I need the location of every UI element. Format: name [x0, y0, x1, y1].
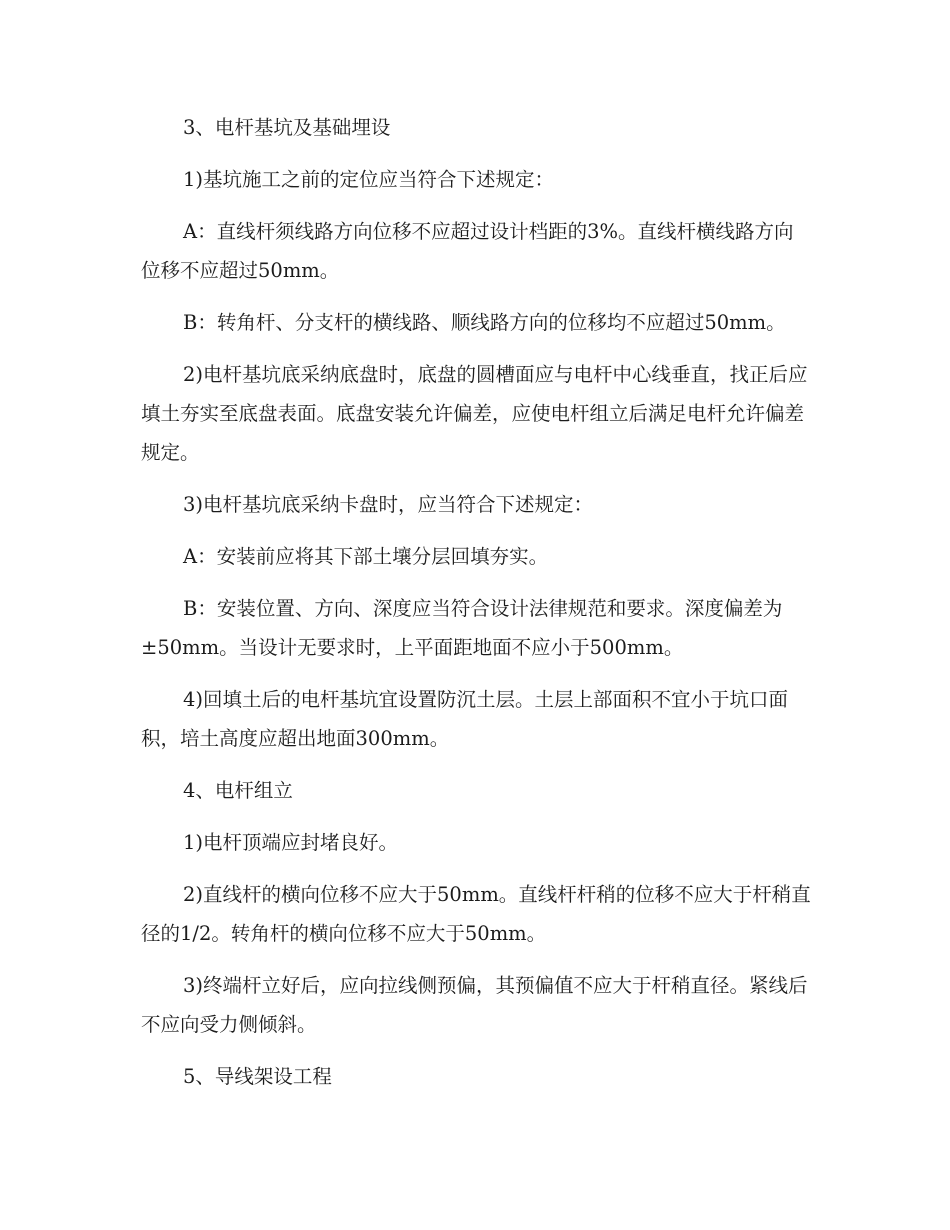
- paragraph: B：安装位置、方向、深度应当符合设计法律规范和要求。深度偏差为±50mm。当设计无要求时，上平面距地面不应小于500mm。: [141, 597, 783, 659]
- paragraph: A：安装前应将其下部土壤分层回填夯实。: [183, 545, 549, 568]
- section-heading-conductor-stringing: 5、导线架设工程: [183, 1065, 332, 1088]
- paragraph: 1)基坑施工之前的定位应当符合下述规定：: [183, 168, 555, 191]
- paragraph: B：转角杆、分支杆的横线路、顺线路方向的位移均不应超过50mm。: [183, 311, 786, 334]
- paragraph: 2)直线杆的横向位移不应大于50mm。直线杆杆稍的位移不应大于杆稍直径的1/2。转角杆的横向位移不应大于50mm。: [141, 883, 811, 945]
- paragraph: 3)终端杆立好后，应向拉线侧预偏，其预偏值不应大于杆稍直径。紧线后不应向受力侧倾斜。: [141, 974, 808, 1036]
- document-body: [141, 108, 811, 1109]
- paragraph: 4)回填土后的电杆基坑宜设置防沉土层。土层上部面积不宜小于坑口面积，培土高度应超出地面300mm。: [141, 688, 789, 750]
- section-heading-pole-pit: 3、电杆基坑及基础埋设: [183, 116, 391, 139]
- paragraph: 3)电杆基坑底采纳卡盘时，应当符合下述规定：: [183, 493, 594, 516]
- section-heading-pole-erection: 4、电杆组立: [183, 779, 293, 802]
- paragraph: A：直线杆须线路方向位移不应超过设计档距的3%。直线杆横线路方向位移不应超过50mm。: [141, 220, 794, 282]
- paragraph: 2)电杆基坑底采纳底盘时，底盘的圆槽面应与电杆中心线垂直，找正后应填土夯实至底盘表面。底盘安装允许偏差，应使电杆组立后满足电杆允许偏差规定。: [141, 363, 808, 464]
- paragraph: 1)电杆顶端应封堵良好。: [183, 831, 399, 854]
